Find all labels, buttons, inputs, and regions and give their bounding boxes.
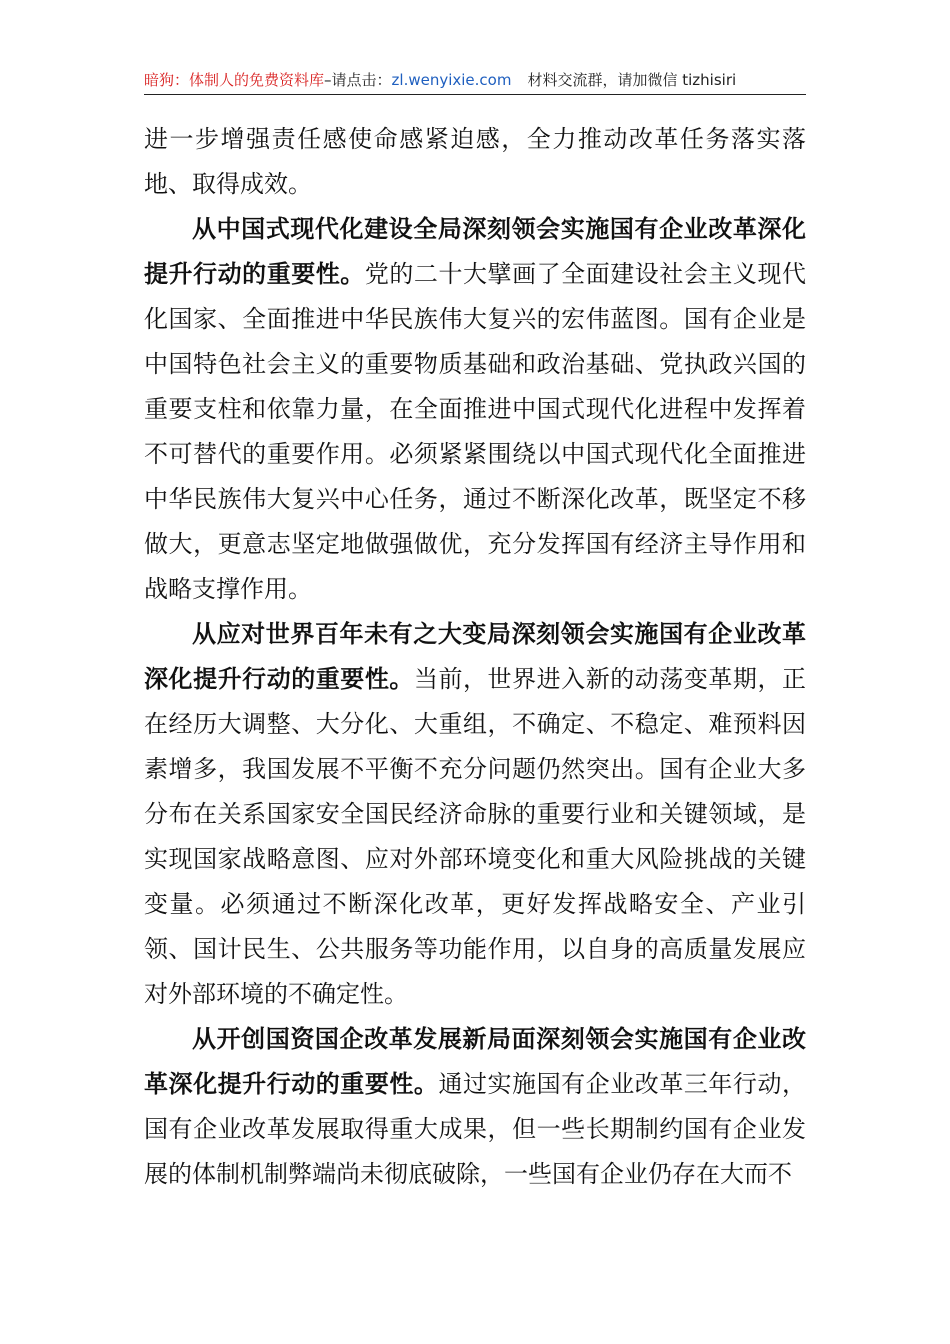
paragraph-2-body: 党的二十大擘画了全面建设社会主义现代化国家、全面推进中华民族伟大复兴的宏伟蓝图。国有企业是中国特色社会主义的重要物质基础和政治基础、党执政兴国的重要支柱和依靠力量，在全面推进中国式现代化进程中发挥着不可替代的重要作用。必须紧紧围绕以中国式现代化全面推进中华民族伟大复兴中心任务，通过不断深化改革，既坚定不移做大，更意志坚定地做强做优，充分发挥国有经济主导作用和战略支撑作用。 [144,260,807,603]
paragraph-3-lead: 从应对世界百年未有之大变局深刻领会实施国有企业改革深化提升行动的重要性。 [144,620,806,693]
header-group-text: 材料交流群，请加微信 tizhisiri [527,71,737,89]
paragraph-2 [144,207,806,612]
paragraph-1 [144,117,806,207]
header-brand: 暗狗：体制人的免费资料库 [144,71,325,89]
paragraph-4-lead: 从开创国资国企改革发展新局面深刻领会实施国有企业改革深化提升行动的重要性。 [144,1025,806,1098]
paragraph-3-body: 当前，世界进入新的动荡变革期，正在经历大调整、大分化、大重组，不确定、不稳定、难预料因素增多，我国发展不平衡不充分问题仍然突出。国有企业大多分布在关系国家安全国民经济命脉的重要行业和关键领域，是实现国家战略意图、应对外部环境变化和重大风险挑战的关键变量。必须通过不断深化改革，更好发挥战略安全、产业引领、国计民生、公共服务等功能作用，以自身的高质量发展应对外部环境的不确定性。 [144,665,807,1008]
paragraph-3 [144,612,806,1017]
document-body [144,117,806,1197]
page-header [144,66,806,95]
header-click-text: –请点击： [324,71,392,89]
paragraph-2-lead: 从中国式现代化建设全局深刻领会实施国有企业改革深化提升行动的重要性。 [144,215,806,288]
paragraph-4-body: 通过实施国有企业改革三年行动，国有企业改革发展取得重大成果，但一些长期制约国有企业发展的体制机制弊端尚未彻底破除，一些国有企业仍存在大而不 [144,1070,807,1188]
header-url-link[interactable]: zl.wenyixie.com [391,71,512,89]
paragraph-1-body: 进一步增强责任感使命感紧迫感，全力推动改革任务落实落地、取得成效。 [144,125,806,198]
paragraph-4 [144,1017,806,1197]
